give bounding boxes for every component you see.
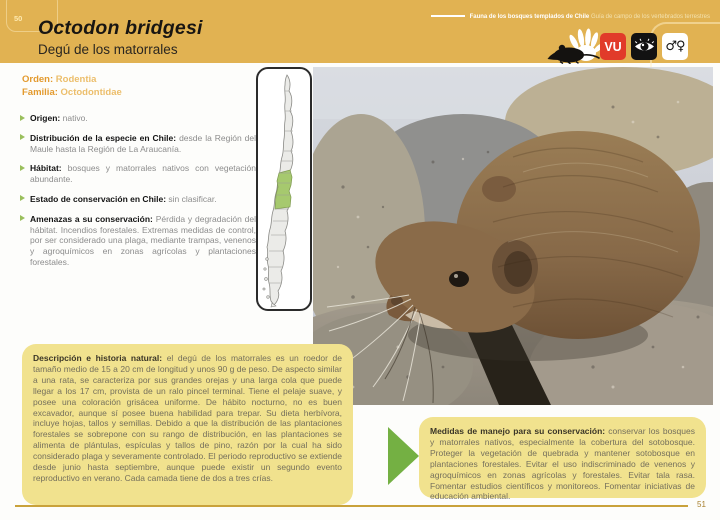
- eye-icon: [633, 35, 656, 58]
- species-photo: [313, 67, 713, 405]
- fact-label: Estado de conservación en Chile:: [30, 193, 167, 204]
- fact-habitat: [20, 163, 256, 185]
- taxonomy-order: [22, 73, 122, 86]
- eye-badge: [631, 33, 657, 60]
- description-label: Descripción e historia natural:: [33, 353, 163, 363]
- order-label: Orden:: [22, 74, 54, 85]
- fact-origen: [20, 113, 256, 124]
- family-value: Octodontidae: [60, 87, 122, 98]
- fact-text: bosques y matorrales nativos con vegetación abundante.: [30, 163, 256, 185]
- fact-estado-conservacion: [20, 194, 256, 205]
- fact-label: Amenazas a su conservación:: [30, 213, 153, 224]
- sex-dimorphism-badge: ♂♀: [662, 33, 688, 60]
- book-header: [431, 14, 710, 20]
- fact-text: sin clasificar.: [168, 193, 217, 204]
- distribution-map: [256, 67, 312, 311]
- fact-label: Origen:: [30, 113, 61, 123]
- species-title: Octodon bridgesi: [38, 17, 203, 39]
- management-box: [419, 417, 706, 502]
- fact-text: desde la Región del Maule hasta la Región de La Araucanía.: [30, 132, 257, 154]
- taxonomy-family: [22, 86, 122, 99]
- taxonomy-block: [22, 73, 122, 99]
- fact-label: Distribución de la especie en Chile:: [30, 132, 177, 143]
- right-page-number: 51: [697, 500, 706, 509]
- triangle-bullet-icon: [20, 215, 25, 221]
- chile-map-icon: [258, 69, 310, 309]
- header-rule: [431, 15, 465, 17]
- fact-distribucion: [20, 133, 256, 155]
- fact-text: nativo.: [62, 113, 88, 123]
- triangle-bullet-icon: [20, 165, 25, 171]
- fact-label: Hábitat:: [30, 163, 62, 174]
- book-subtitle: Guía de campo de los vertebrados terrestres: [590, 14, 710, 20]
- conservation-status-badge-vu: VU: [600, 33, 626, 60]
- triangle-bullet-icon: [20, 195, 25, 201]
- triangle-bullet-icon: [20, 134, 25, 140]
- description-box: [22, 344, 353, 505]
- fact-amenazas: [20, 214, 256, 268]
- family-label: Familia:: [22, 87, 58, 98]
- species-facts-list: [20, 113, 256, 277]
- order-value: Rodentia: [55, 74, 97, 85]
- header-band: [0, 0, 720, 63]
- left-page-number: 50: [14, 14, 23, 23]
- rodent-in-hand-icon: [546, 28, 602, 64]
- management-label: Medidas de manejo para su conservación:: [430, 426, 606, 436]
- triangle-bullet-icon: [20, 115, 25, 121]
- common-name: Degú de los matorrales: [38, 42, 178, 57]
- green-arrow-icon: [388, 427, 419, 485]
- book-title: Fauna de los bosques templados de Chile: [469, 14, 590, 20]
- fact-text: Pérdida y degradación del hábitat. Incendios forestales. Extremas medidas de control, por ser considerado una plaga, mediante trampas, venenos y agroquímicos en zonas agrícolas y plantaciones forestales.: [30, 213, 256, 267]
- description-text: el degú de los matorrales es un roedor de tamaño medio de 15 a 20 cm de longitud y unos 90 g de peso. De aspecto similar a una rata, se caracteriza por sus grandes orejas y una larga cola que puede llegar a los 17 cm, provista de un ralo pincel terminal. Tiene el pelaje suave, y posee una coloración grisácea uniforme. De hábito nocturno, no es buen excavador, aunque sí posee buena habilidad para trepar. Su dieta herbívora, incluye hojas, tallos y semillas. Debido a que la distribución de las plantaciones forestales se sobrepone con su rango de distribución, en las plantaciones se alimenta de plántulas, espículas y tallos de pino, razón por la cual ha sido considerado plaga y severamente controlado. El periodo reproductivo se extiende desde junio hasta septiembre, aunque puede existir un segundo evento reproductivo en verano. Cada camada tiene de dos a tres crías.: [33, 353, 342, 483]
- footer-rule: [15, 505, 688, 507]
- degu-photo-illustration: [313, 67, 713, 405]
- management-text: conservar los bosques y matorrales nativos, especialmente la cobertura del sotobosque. Proteger la vegetación de quebrada y mantener sotobosque en plantaciones forestales. Evitar el uso indiscriminado de venenos y agroquímicos en zonas agrícolas y forestales. Evitar tala rasa. Fomentar estudios científicos y monitoreos. Fomentar iniciativas de educación ambiental.: [430, 426, 695, 502]
